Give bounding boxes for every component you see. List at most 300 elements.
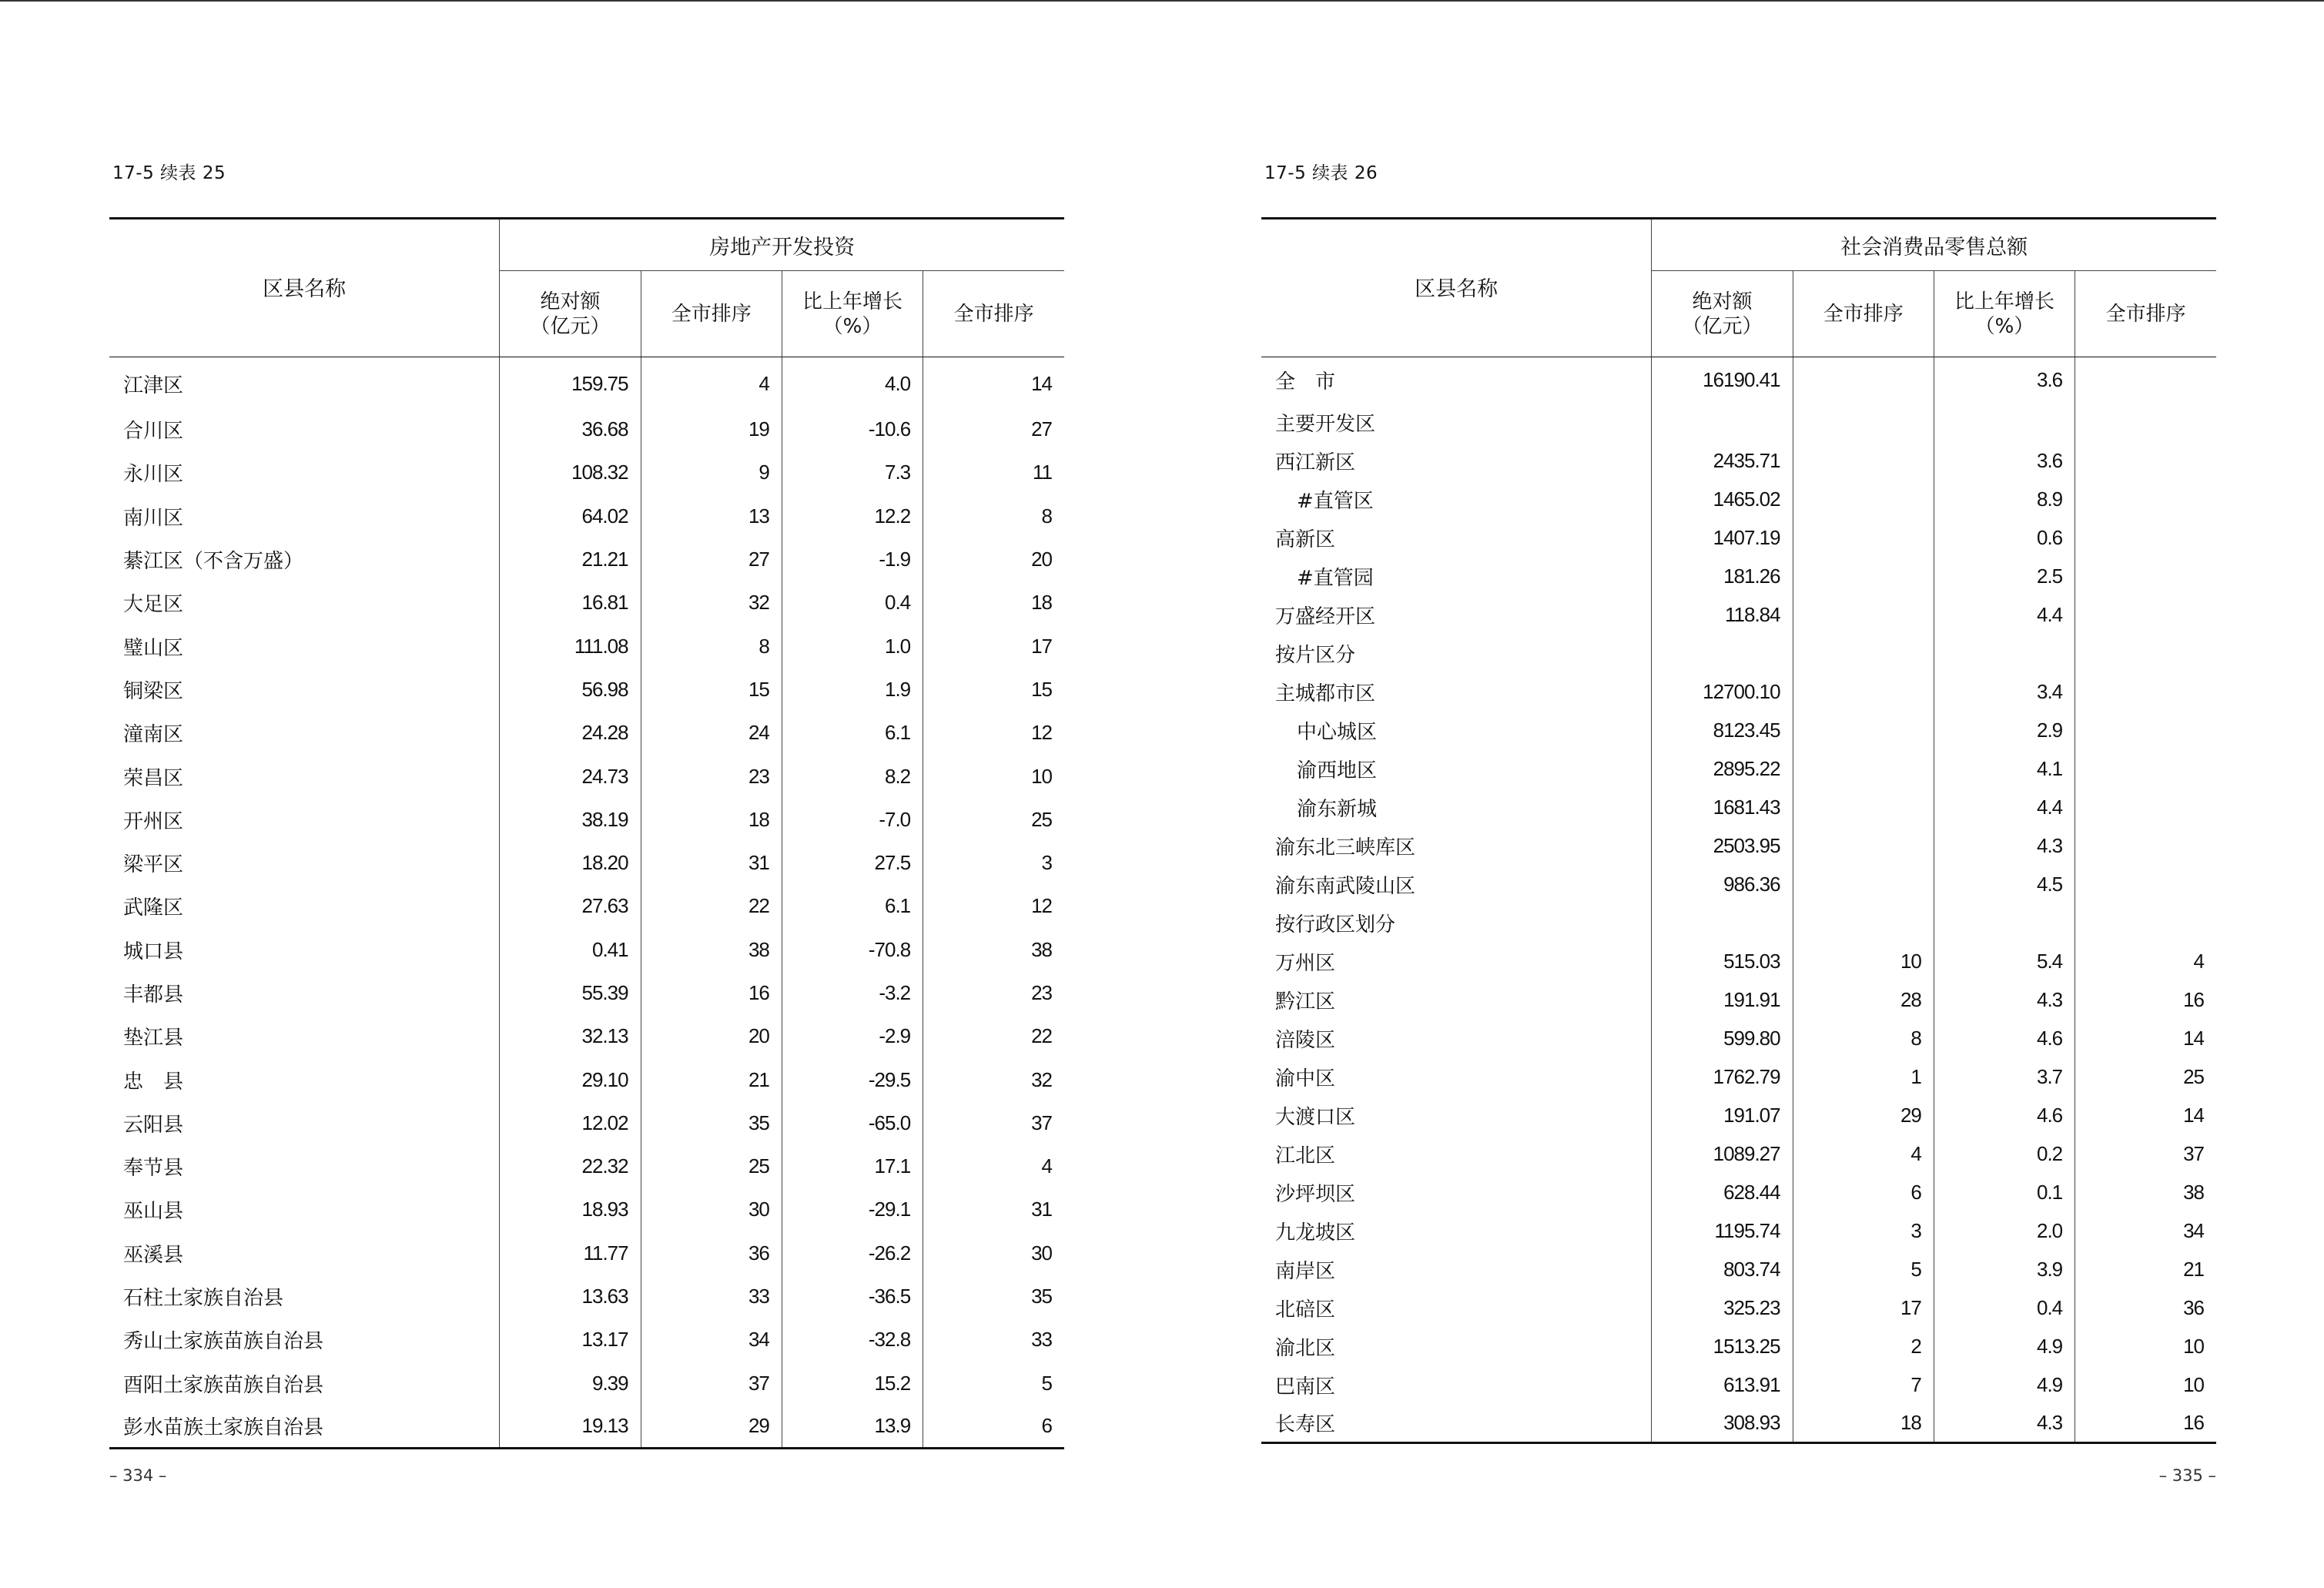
cell-growth-rank: 21	[2075, 1251, 2216, 1289]
cell-absolute: 111.08	[500, 625, 641, 668]
cell-growth: -70.8	[782, 928, 923, 971]
cell-absolute: 1513.25	[1652, 1328, 1793, 1366]
cell-district: 全 市	[1275, 370, 1336, 394]
cell-absolute: 308.93	[1652, 1405, 1793, 1443]
cell-rank: 6	[1793, 1174, 1934, 1212]
table-row	[1261, 866, 2216, 904]
cell-district: 云阳县	[123, 1113, 184, 1137]
cell-growth-rank: 31	[923, 1188, 1064, 1231]
cell-rank: 21	[641, 1058, 782, 1101]
subheader-growth-rank: 全市排序	[2075, 271, 2216, 357]
table-row	[1261, 943, 2216, 981]
cell-rank	[1793, 866, 1934, 904]
cell-district: 合川区	[123, 420, 184, 444]
table-row	[1261, 712, 2216, 750]
cell-growth: 0.6	[1934, 519, 2075, 558]
cell-growth: 4.9	[1934, 1366, 2075, 1405]
table-row	[1261, 789, 2216, 827]
cell-growth-rank: 3	[923, 841, 1064, 884]
table-row	[109, 1188, 1064, 1231]
cell-rank: 30	[641, 1188, 782, 1231]
cell-growth: 1.0	[782, 625, 923, 668]
subheader-absolute: 绝对额 （亿元）	[500, 271, 641, 357]
cell-absolute: 1681.43	[1652, 789, 1793, 827]
cell-growth-rank	[2075, 750, 2216, 789]
cell-growth: 4.4	[1934, 789, 2075, 827]
cell-absolute: 18.93	[500, 1188, 641, 1231]
cell-growth-rank: 8	[923, 494, 1064, 538]
cell-growth-rank: 6	[923, 1405, 1064, 1448]
cell-absolute: 0.41	[500, 928, 641, 971]
table-row	[109, 1101, 1064, 1144]
table-row	[1261, 1289, 2216, 1328]
table-row	[1261, 635, 2216, 673]
cell-rank: 2	[1793, 1328, 1934, 1366]
table-row	[1261, 981, 2216, 1020]
table-row	[1261, 481, 2216, 519]
cell-absolute: 118.84	[1652, 596, 1793, 635]
cell-rank	[1793, 635, 1934, 673]
table-row	[109, 1058, 1064, 1101]
cell-absolute: 1762.79	[1652, 1058, 1793, 1097]
cell-district: 西江新区	[1275, 451, 1356, 474]
cell-rank: 13	[641, 494, 782, 538]
cell-absolute: 27.63	[500, 885, 641, 928]
cell-rank: 20	[641, 1015, 782, 1058]
cell-rank	[1793, 357, 1934, 404]
cell-growth-rank	[2075, 789, 2216, 827]
cell-absolute: 515.03	[1652, 943, 1793, 981]
table-row	[109, 841, 1064, 884]
table-row	[1261, 750, 2216, 789]
cell-growth-rank: 37	[923, 1101, 1064, 1144]
table-row	[109, 668, 1064, 711]
cell-absolute: 599.80	[1652, 1020, 1793, 1058]
cell-rank: 32	[641, 581, 782, 625]
cell-district: 渝东北三峡库区	[1275, 836, 1416, 859]
cell-growth-rank: 16	[2075, 1405, 2216, 1443]
cell-growth-rank	[2075, 357, 2216, 404]
cell-growth: 0.4	[782, 581, 923, 625]
cell-absolute: 38.19	[500, 798, 641, 841]
cell-rank: 33	[641, 1275, 782, 1318]
cell-growth-rank	[2075, 404, 2216, 442]
cell-growth-rank: 12	[923, 712, 1064, 755]
cell-district: #直管园	[1297, 567, 1374, 590]
cell-district: 奉节县	[123, 1157, 184, 1181]
cell-district: 丰都县	[123, 983, 184, 1007]
cell-district: 巫山县	[123, 1200, 184, 1224]
cell-rank: 9	[641, 451, 782, 494]
cell-absolute: 32.13	[500, 1015, 641, 1058]
cell-growth: 4.4	[1934, 596, 2075, 635]
cell-absolute: 108.32	[500, 451, 641, 494]
subheader-growth-rank: 全市排序	[923, 271, 1064, 357]
cell-rank: 8	[1793, 1020, 1934, 1058]
cell-growth: 6.1	[782, 885, 923, 928]
table-row	[109, 451, 1064, 494]
table-row	[1261, 1366, 2216, 1405]
right-page	[1261, 0, 2216, 1588]
cell-absolute: 2503.95	[1652, 827, 1793, 866]
cell-absolute: 55.39	[500, 971, 641, 1014]
table-row	[109, 885, 1064, 928]
cell-absolute: 29.10	[500, 1058, 641, 1101]
table-row	[1261, 1174, 2216, 1212]
cell-absolute	[1652, 904, 1793, 943]
table-row	[1261, 442, 2216, 481]
cell-district: 江津区	[123, 374, 184, 398]
table-body	[1261, 357, 2216, 1443]
cell-absolute: 2435.71	[1652, 442, 1793, 481]
cell-growth-rank	[2075, 635, 2216, 673]
cell-growth-rank: 10	[2075, 1328, 2216, 1366]
cell-growth: 2.9	[1934, 712, 2075, 750]
cell-district: 万盛经开区	[1275, 605, 1376, 628]
cell-rank: 4	[1793, 1135, 1934, 1174]
cell-district: #直管区	[1297, 490, 1374, 513]
cell-growth: 6.1	[782, 712, 923, 755]
cell-rank: 24	[641, 712, 782, 755]
cell-growth-rank: 5	[923, 1362, 1064, 1405]
cell-district: 大渡口区	[1275, 1106, 1356, 1129]
table-row	[1261, 1135, 2216, 1174]
cell-growth: 8.2	[782, 755, 923, 798]
table-title: 17-5 续表 26	[1264, 163, 1378, 183]
table-row	[109, 798, 1064, 841]
cell-rank	[1793, 789, 1934, 827]
cell-rank: 38	[641, 928, 782, 971]
cell-district: 主城都市区	[1275, 682, 1376, 705]
table-row	[109, 357, 1064, 408]
cell-growth: 12.2	[782, 494, 923, 538]
cell-district: 按片区分	[1275, 644, 1356, 667]
cell-growth: 3.4	[1934, 673, 2075, 712]
cell-absolute: 24.73	[500, 755, 641, 798]
table-row	[1261, 1251, 2216, 1289]
cell-district: 石柱土家族自治县	[123, 1287, 284, 1311]
cell-growth: -29.5	[782, 1058, 923, 1101]
table-row	[1261, 827, 2216, 866]
column-header-district: 区县名称	[1261, 219, 1652, 357]
table-row	[109, 1015, 1064, 1058]
cell-rank	[1793, 442, 1934, 481]
cell-growth-rank: 38	[923, 928, 1064, 971]
cell-district: 九龙坡区	[1275, 1221, 1356, 1245]
cell-growth-rank: 12	[923, 885, 1064, 928]
table-row	[109, 581, 1064, 625]
cell-growth: 4.6	[1934, 1020, 2075, 1058]
cell-absolute: 11.77	[500, 1231, 641, 1275]
cell-rank: 1	[1793, 1058, 1934, 1097]
cell-growth-rank	[2075, 481, 2216, 519]
cell-district: 南川区	[123, 506, 184, 530]
cell-growth: 0.4	[1934, 1289, 2075, 1328]
table-row	[109, 1405, 1064, 1448]
subheader-rank: 全市排序	[641, 271, 782, 357]
cell-rank: 22	[641, 885, 782, 928]
cell-growth-rank: 36	[2075, 1289, 2216, 1328]
cell-growth-rank: 17	[923, 625, 1064, 668]
cell-district: 垫江县	[123, 1027, 184, 1050]
real-estate-investment-table	[109, 217, 1064, 1449]
cell-rank: 37	[641, 1362, 782, 1405]
cell-growth: 3.7	[1934, 1058, 2075, 1097]
cell-growth: 7.3	[782, 451, 923, 494]
cell-district: 江北区	[1275, 1144, 1336, 1168]
column-header-district: 区县名称	[109, 219, 500, 357]
cell-district: 开州区	[123, 809, 184, 833]
cell-absolute: 1407.19	[1652, 519, 1793, 558]
cell-growth: -7.0	[782, 798, 923, 841]
cell-absolute: 1195.74	[1652, 1212, 1793, 1251]
cell-district: 长寿区	[1261, 1405, 1652, 1443]
cell-absolute	[1652, 404, 1793, 442]
cell-growth-rank: 30	[923, 1231, 1064, 1275]
cell-growth-rank: 37	[2075, 1135, 2216, 1174]
cell-growth: -3.2	[782, 971, 923, 1014]
table-row	[1261, 1212, 2216, 1251]
table-row	[109, 1145, 1064, 1188]
cell-absolute: 16190.41	[1652, 357, 1793, 404]
subheader-absolute: 绝对额 （亿元）	[1652, 271, 1793, 357]
cell-growth: 3.9	[1934, 1251, 2075, 1289]
cell-growth: -10.6	[782, 408, 923, 451]
cell-district: 万州区	[1275, 952, 1336, 975]
cell-absolute: 1089.27	[1652, 1135, 1793, 1174]
cell-growth-rank: 25	[923, 798, 1064, 841]
cell-growth-rank: 38	[2075, 1174, 2216, 1212]
cell-growth: -29.1	[782, 1188, 923, 1231]
cell-district: 涪陵区	[1275, 1029, 1336, 1052]
cell-district: 璧山区	[123, 636, 184, 660]
cell-rank: 19	[641, 408, 782, 451]
cell-growth-rank	[2075, 596, 2216, 635]
table-row	[1261, 904, 2216, 943]
cell-rank: 23	[641, 755, 782, 798]
cell-rank	[1793, 904, 1934, 943]
table-row	[1261, 673, 2216, 712]
cell-rank: 29	[641, 1405, 782, 1448]
cell-district: 按行政区划分	[1275, 913, 1396, 936]
cell-growth: -26.2	[782, 1231, 923, 1275]
cell-growth-rank: 34	[2075, 1212, 2216, 1251]
cell-growth-rank: 10	[2075, 1366, 2216, 1405]
cell-district: 渝东南武陵山区	[1275, 875, 1416, 898]
cell-growth-rank	[2075, 519, 2216, 558]
cell-absolute: 21.21	[500, 538, 641, 581]
cell-absolute: 181.26	[1652, 558, 1793, 596]
cell-absolute: 13.17	[500, 1318, 641, 1362]
cell-district: 铜梁区	[123, 679, 184, 703]
cell-absolute: 19.13	[500, 1405, 641, 1448]
cell-absolute: 9.39	[500, 1362, 641, 1405]
cell-rank: 16	[641, 971, 782, 1014]
cell-absolute: 325.23	[1652, 1289, 1793, 1328]
table-row	[1261, 1328, 2216, 1366]
cell-growth: 13.9	[782, 1405, 923, 1448]
cell-district: 渝中区	[1275, 1067, 1336, 1090]
cell-district: 大足区	[123, 593, 184, 617]
cell-growth-rank: 27	[923, 408, 1064, 451]
cell-growth: 2.0	[1934, 1212, 2075, 1251]
cell-district: 渝东新城	[1297, 798, 1378, 821]
cell-growth-rank	[2075, 712, 2216, 750]
cell-growth-rank: 10	[923, 755, 1064, 798]
cell-growth-rank: 25	[2075, 1058, 2216, 1097]
cell-rank	[1793, 673, 1934, 712]
cell-absolute: 12.02	[500, 1101, 641, 1144]
cell-district: 主要开发区	[1275, 413, 1376, 436]
cell-growth: -2.9	[782, 1015, 923, 1058]
cell-growth	[1934, 404, 2075, 442]
cell-growth: 2.5	[1934, 558, 2075, 596]
cell-absolute: 16.81	[500, 581, 641, 625]
cell-rank	[1793, 558, 1934, 596]
cell-absolute: 13.63	[500, 1275, 641, 1318]
cell-growth: 5.4	[1934, 943, 2075, 981]
cell-rank	[1793, 404, 1934, 442]
cell-growth: -65.0	[782, 1101, 923, 1144]
cell-absolute: 56.98	[500, 668, 641, 711]
cell-growth: -36.5	[782, 1275, 923, 1318]
table-row	[1261, 1020, 2216, 1058]
cell-rank	[1793, 519, 1934, 558]
cell-growth-rank: 11	[923, 451, 1064, 494]
cell-rank: 3	[1793, 1212, 1934, 1251]
cell-district: 渝北区	[1275, 1337, 1336, 1360]
cell-growth: 27.5	[782, 841, 923, 884]
cell-district: 黔江区	[1275, 990, 1336, 1013]
cell-rank	[1793, 827, 1934, 866]
cell-growth-rank: 14	[2075, 1020, 2216, 1058]
cell-district: 中心城区	[1297, 721, 1378, 744]
cell-absolute: 613.91	[1652, 1366, 1793, 1405]
cell-growth	[1934, 635, 2075, 673]
cell-rank: 18	[641, 798, 782, 841]
table-row	[109, 928, 1064, 971]
cell-growth: 0.1	[1934, 1174, 2075, 1212]
cell-growth-rank: 14	[2075, 1097, 2216, 1135]
cell-district: 彭水苗族土家族自治县	[109, 1405, 500, 1448]
cell-growth: 4.1	[1934, 750, 2075, 789]
cell-rank: 4	[641, 357, 782, 408]
table-row	[109, 1231, 1064, 1275]
cell-district: 南岸区	[1275, 1260, 1336, 1283]
cell-growth-rank	[2075, 558, 2216, 596]
cell-growth: 1.9	[782, 668, 923, 711]
cell-rank	[1793, 712, 1934, 750]
cell-growth-rank: 32	[923, 1058, 1064, 1101]
cell-absolute: 36.68	[500, 408, 641, 451]
page-number: – 334 –	[109, 1466, 167, 1485]
table-row	[1261, 404, 2216, 442]
cell-absolute: 12700.10	[1652, 673, 1793, 712]
table-row	[1261, 519, 2216, 558]
cell-absolute	[1652, 635, 1793, 673]
cell-district: 武隆区	[123, 896, 184, 920]
cell-rank: 8	[641, 625, 782, 668]
cell-absolute: 2895.22	[1652, 750, 1793, 789]
cell-growth	[1934, 904, 2075, 943]
cell-district: 秀山土家族苗族自治县	[123, 1330, 324, 1354]
cell-district: 酉阳土家族苗族自治县	[123, 1373, 324, 1397]
cell-rank	[1793, 481, 1934, 519]
cell-absolute: 628.44	[1652, 1174, 1793, 1212]
cell-growth: 3.6	[1934, 357, 2075, 404]
cell-rank: 35	[641, 1101, 782, 1144]
cell-growth: 8.9	[1934, 481, 2075, 519]
table-row	[1261, 1405, 2216, 1443]
table-row	[1261, 1058, 2216, 1097]
cell-growth-rank: 22	[923, 1015, 1064, 1058]
cell-growth: 15.2	[782, 1362, 923, 1405]
cell-growth-rank	[2075, 827, 2216, 866]
cell-district: 梁平区	[123, 853, 184, 877]
cell-growth: 0.2	[1934, 1135, 2075, 1174]
table-row	[109, 494, 1064, 538]
cell-growth-rank: 4	[923, 1145, 1064, 1188]
table-body	[109, 357, 1064, 1449]
cell-rank: 10	[1793, 943, 1934, 981]
cell-district: 綦江区（不含万盛）	[123, 550, 304, 574]
table-row	[109, 1275, 1064, 1318]
cell-absolute: 803.74	[1652, 1251, 1793, 1289]
cell-growth: 4.9	[1934, 1328, 2075, 1366]
retail-sales-table	[1261, 217, 2216, 1444]
cell-growth-rank	[2075, 904, 2216, 943]
cell-district: 永川区	[123, 463, 184, 487]
table-row	[109, 625, 1064, 668]
cell-growth-rank: 14	[923, 357, 1064, 408]
cell-rank: 36	[641, 1231, 782, 1275]
table-row	[1261, 558, 2216, 596]
cell-growth-rank: 4	[2075, 943, 2216, 981]
group-header: 社会消费品零售总额	[1652, 219, 2216, 271]
cell-absolute: 191.91	[1652, 981, 1793, 1020]
page-number: – 335 –	[2158, 1466, 2216, 1485]
cell-rank: 7	[1793, 1366, 1934, 1405]
cell-growth-rank: 35	[923, 1275, 1064, 1318]
cell-rank: 17	[1793, 1289, 1934, 1328]
cell-absolute: 24.28	[500, 712, 641, 755]
table-row	[109, 1362, 1064, 1405]
cell-growth-rank: 20	[923, 538, 1064, 581]
table-row	[109, 538, 1064, 581]
cell-district: 荣昌区	[123, 766, 184, 790]
cell-growth: -1.9	[782, 538, 923, 581]
cell-growth-rank: 16	[2075, 981, 2216, 1020]
cell-rank: 34	[641, 1318, 782, 1362]
table-row	[109, 755, 1064, 798]
cell-absolute: 64.02	[500, 494, 641, 538]
cell-rank	[1793, 750, 1934, 789]
cell-district: 城口县	[123, 940, 184, 963]
cell-growth: 4.3	[1934, 827, 2075, 866]
cell-growth: 4.3	[1934, 1405, 2075, 1443]
subheader-rank: 全市排序	[1793, 271, 1934, 357]
cell-rank: 18	[1793, 1405, 1934, 1443]
cell-growth: 4.5	[1934, 866, 2075, 904]
cell-rank: 25	[641, 1145, 782, 1188]
cell-absolute: 8123.45	[1652, 712, 1793, 750]
subheader-growth: 比上年增长 （%）	[782, 271, 923, 357]
cell-rank: 28	[1793, 981, 1934, 1020]
cell-growth-rank	[2075, 673, 2216, 712]
cell-growth-rank: 33	[923, 1318, 1064, 1362]
cell-growth: 4.3	[1934, 981, 2075, 1020]
cell-district: 忠 县	[123, 1070, 184, 1094]
